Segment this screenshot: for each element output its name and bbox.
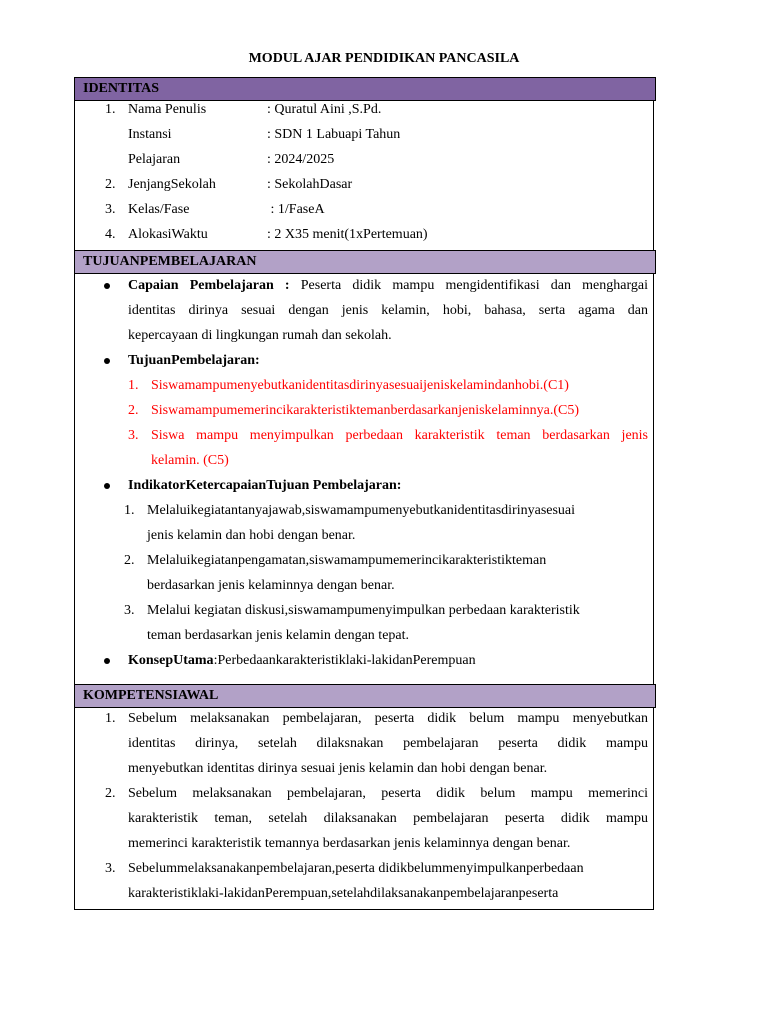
kompetensi-item: identitas dirinya, setelah dilaksnakan pembelajaran peserta didik mampu [128,736,648,751]
row-number: 4. [105,227,116,242]
konsep-label: KonsepUtama [128,653,214,668]
ik-number: 2. [124,553,135,568]
ik-number: 3. [124,603,135,618]
row-value: : SDN 1 Labuapi Tahun [267,127,401,142]
tp-number: 2. [128,403,139,418]
row-value: : SekolahDasar [267,177,353,192]
kompetensi-item: karakteristik teman, setelah dilaksanakan pembelajaran peserta didik mampu [128,811,648,826]
kompetensi-item: karakteristiklaki-lakidanPerempuan,setelahdilaksanakanpembelajaranpeserta [128,886,559,901]
row-label: Instansi [128,127,172,142]
row-value: : Quratul Aini ,S.Pd. [267,102,382,117]
ik-label: IndikatorKetercapaianTujuan Pembelajaran: [128,478,402,493]
row-label: Nama Penulis [128,102,207,117]
kompetensi-header: KOMPETENSIAWAL [74,684,656,708]
ik-item: Melalui kegiatan diskusi,siswamampumenyimpulkan perbedaan karakteristik [147,603,580,618]
ik-item: Melaluikegiatantanyajawab,siswamampumenyebutkanidentitasdirinyasesuai [147,503,576,518]
ik-number: 1. [124,503,135,518]
row-label: AlokasiWaktu [128,227,208,242]
row-number: 1. [105,102,116,117]
tp-item: Siswa mampu menyimpulkan perbedaan karakteristik teman berdasarkan jenis [151,428,648,443]
row-label: JenjangSekolah [128,177,216,192]
capaian-text: Peserta didik mampu mengidentifikasi dan menghargai [289,278,648,293]
kompetensi-number: 2. [105,786,116,801]
capaian-label: Capaian Pembelajaran : [128,278,290,293]
ik-item: berdasarkan jenis kelaminnya dengan benar. [147,578,395,593]
row-value: : 1/FaseA [267,202,325,217]
row-number: 3. [105,202,116,217]
row-label: Pelajaran [128,152,181,167]
tp-item: kelamin. (C5) [151,453,229,468]
capaian-text: kepercayaan di lingkungan rumah dan sekolah. [128,328,392,343]
page-title: MODUL AJAR PENDIDIKAN PANCASILA [248,51,520,66]
identitas-header: IDENTITAS [74,77,656,101]
capaian-first-line [128,277,648,295]
ik-item: Melaluikegiatanpengamatan,siswamampumemerincikarakteristikteman [147,553,547,568]
konsep-line [128,652,476,670]
kompetensi-item: menyebutkan identitas dirinya sesuai jenis kelamin dan hobi dengan benar. [128,761,548,776]
ik-item: jenis kelamin dan hobi dengan benar. [147,528,356,543]
konsep-value: :Perbedaankarakteristiklaki-lakidanPerempuan [213,653,476,668]
kompetensi-item: Sebelummelaksanakanpembelajaran,peserta didikbelummenyimpulkanperbedaan [128,861,584,876]
kompetensi-item: memerinci karakteristik temannya berdasarkan jenis kelaminnya dengan benar. [128,836,571,851]
bullet-icon [104,283,110,289]
ik-item: teman berdasarkan jenis kelamin dengan tepat. [147,628,410,643]
row-value: : 2024/2025 [267,152,335,167]
kompetensi-number: 1. [105,711,116,726]
row-number: 2. [105,177,116,192]
tp-number: 1. [128,378,139,393]
tp-number: 3. [128,428,139,443]
kompetensi-item: Sebelum melaksanakan pembelajaran, peserta didik belum mampu menyebutkan [128,711,648,726]
bullet-icon [104,483,110,489]
kompetensi-item: Sebelum melaksanakan pembelajaran, peserta didik belum mampu memerinci [128,786,648,801]
row-value: : 2 X35 menit(1xPertemuan) [267,227,428,242]
tp-label: TujuanPembelajaran: [128,353,260,368]
tp-item: Siswamampumemerincikarakteristiktemanberdasarkanjeniskelaminnya.(C5) [151,403,580,418]
tp-item: Siswamampumenyebutkanidentitasdirinyasesuaijeniskelamindanhobi.(C1) [151,378,569,393]
bullet-icon [104,658,110,664]
tujuan-header: TUJUANPEMBELAJARAN [74,250,656,274]
bullet-icon [104,358,110,364]
capaian-text: identitas dirinya sesuai dengan jenis kelamin, hobi, bahasa, serta agama dan [128,303,648,318]
row-label: Kelas/Fase [128,202,190,217]
kompetensi-number: 3. [105,861,116,876]
